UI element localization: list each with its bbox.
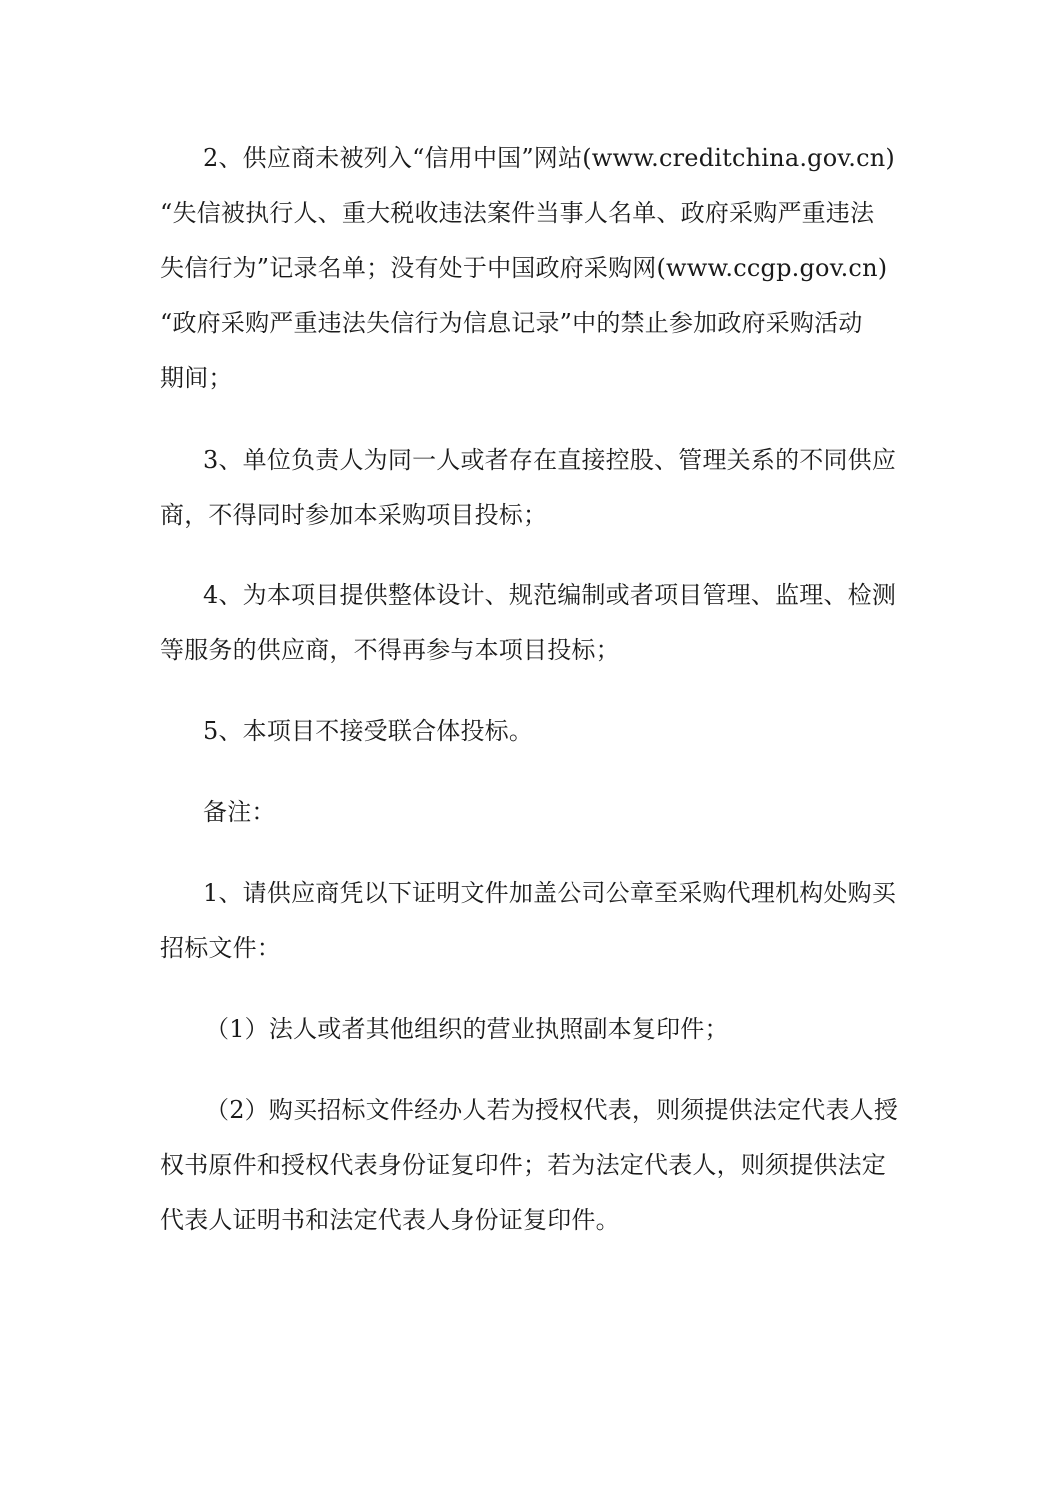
paragraph-item-2-line-4: “政府采购严重违法失信行为信息记录”中的禁止参加政府采购活动 xyxy=(160,309,863,337)
note-1-sub-2-line-2: 权书原件和授权代表身份证复印件；若为法定代表人，则须提供法定 xyxy=(160,1151,886,1179)
paragraph-item-2-line-5: 期间； xyxy=(160,364,233,392)
paragraph-item-2-line-1: 2、供应商未被列入“信用中国”网站(www.creditchina.gov.cn) xyxy=(203,144,895,172)
paragraph-item-2-line-2: “失信被执行人、重大税收违法案件当事人名单、政府采购严重违法 xyxy=(160,199,875,227)
note-1-line-2: 招标文件： xyxy=(160,934,281,962)
paragraph-item-3-line-1: 3、单位负责人为同一人或者存在直接控股、管理关系的不同供应 xyxy=(203,446,897,474)
note-heading: 备注： xyxy=(203,798,276,826)
paragraph-item-5-line-1: 5、本项目不接受联合体投标。 xyxy=(203,717,534,745)
note-1-sub-2-line-1: （2）购买招标文件经办人若为授权代表，则须提供法定代表人授 xyxy=(205,1096,899,1124)
paragraph-item-3-line-2: 商，不得同时参加本采购项目投标； xyxy=(160,501,548,529)
paragraph-item-2-line-3: 失信行为”记录名单；没有处于中国政府采购网(www.ccgp.gov.cn) xyxy=(160,254,888,282)
paragraph-item-4-line-2: 等服务的供应商，不得再参与本项目投标； xyxy=(160,636,620,664)
note-1-line-1: 1、请供应商凭以下证明文件加盖公司公章至采购代理机构处购买 xyxy=(203,879,897,907)
note-1-sub-1-line-1: （1）法人或者其他组织的营业执照副本复印件； xyxy=(205,1015,729,1043)
note-1-sub-2-line-3: 代表人证明书和法定代表人身份证复印件。 xyxy=(160,1206,620,1234)
paragraph-item-4-line-1: 4、为本项目提供整体设计、规范编制或者项目管理、监理、检测 xyxy=(203,581,897,609)
